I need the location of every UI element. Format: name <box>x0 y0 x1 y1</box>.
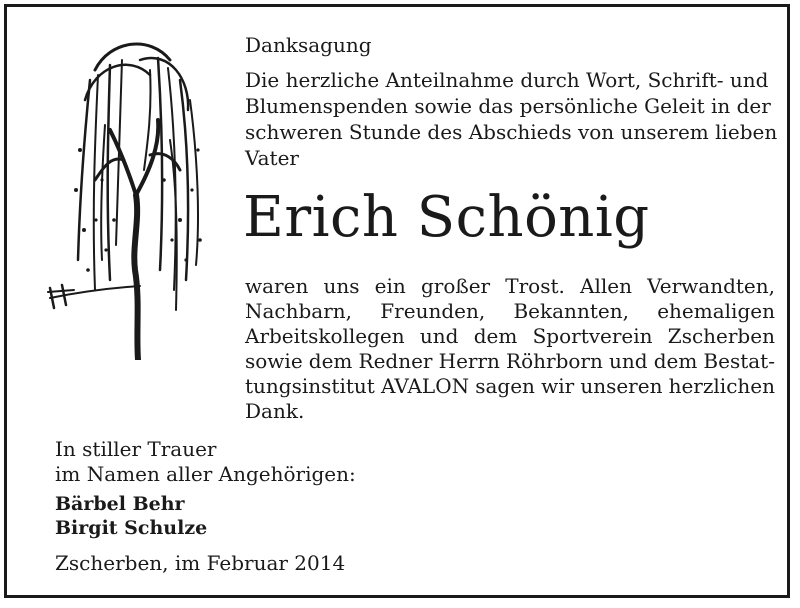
body-word: sowie <box>245 349 303 373</box>
signoff-line: In stiller Trauer <box>55 437 217 461</box>
body-word: Trost. <box>505 274 565 298</box>
body-word: uns <box>323 274 360 298</box>
signer-name: Bärbel Behr <box>55 493 185 515</box>
body-word: Zscherben <box>667 324 775 348</box>
body-word: unseren <box>580 374 663 398</box>
intro-text <box>245 67 777 171</box>
body-word: und <box>419 324 459 348</box>
notice-heading: Danksagung <box>245 33 372 57</box>
body-word: ehemaligen <box>657 299 775 323</box>
body-line: Dank. <box>245 399 305 423</box>
body-word: waren <box>245 274 309 298</box>
body-line <box>245 324 775 349</box>
body-word: Freunden, <box>380 299 486 323</box>
body-word: Redner <box>358 349 433 373</box>
body-word: Bekannten, <box>513 299 629 323</box>
body-word: großer <box>420 274 491 298</box>
body-line <box>245 349 775 374</box>
body-word: herzlichen <box>668 374 775 398</box>
body-word: dem <box>653 349 698 373</box>
body-word: Verwandten, <box>647 274 775 298</box>
intro-line: Die herzliche Anteilnahme durch Wort, Schrift- und <box>245 68 769 92</box>
body-word: sagen <box>475 374 535 398</box>
body-line <box>245 299 775 324</box>
signoff-line: im Namen aller Angehörigen: <box>55 462 356 486</box>
body-word: dem <box>473 324 518 348</box>
body-word: tungsinstitut <box>245 374 375 398</box>
body-line <box>245 374 775 399</box>
body-word: Allen <box>580 274 632 298</box>
body-word: Röhrborn <box>506 349 603 373</box>
signers <box>55 492 207 540</box>
signoff <box>55 437 356 487</box>
weeping-willow-illustration <box>40 30 215 360</box>
body-word: Herrn <box>438 349 500 373</box>
intro-line: Vater <box>245 146 299 170</box>
body-line <box>245 274 775 299</box>
deceased-name: Erich Schönig <box>243 185 650 250</box>
body-word: und <box>608 349 648 373</box>
intro-line: Blumenspenden sowie das persönliche Geleit in der <box>245 94 771 118</box>
body-word: ein <box>374 274 406 298</box>
body-text <box>245 274 775 424</box>
body-word: Nachbarn, <box>245 299 353 323</box>
place-date: Zscherben, im Februar 2014 <box>55 551 346 575</box>
body-word: wir <box>541 374 575 398</box>
intro-line: schweren Stunde des Abschieds von unserem lieben <box>245 120 778 144</box>
body-word: Sportverein <box>532 324 653 348</box>
body-word: Bestat- <box>703 349 775 373</box>
body-word: Arbeitskollegen <box>245 324 405 348</box>
body-word: AVALON <box>380 374 470 398</box>
signer-name: Birgit Schulze <box>55 517 208 539</box>
body-word: dem <box>308 349 353 373</box>
